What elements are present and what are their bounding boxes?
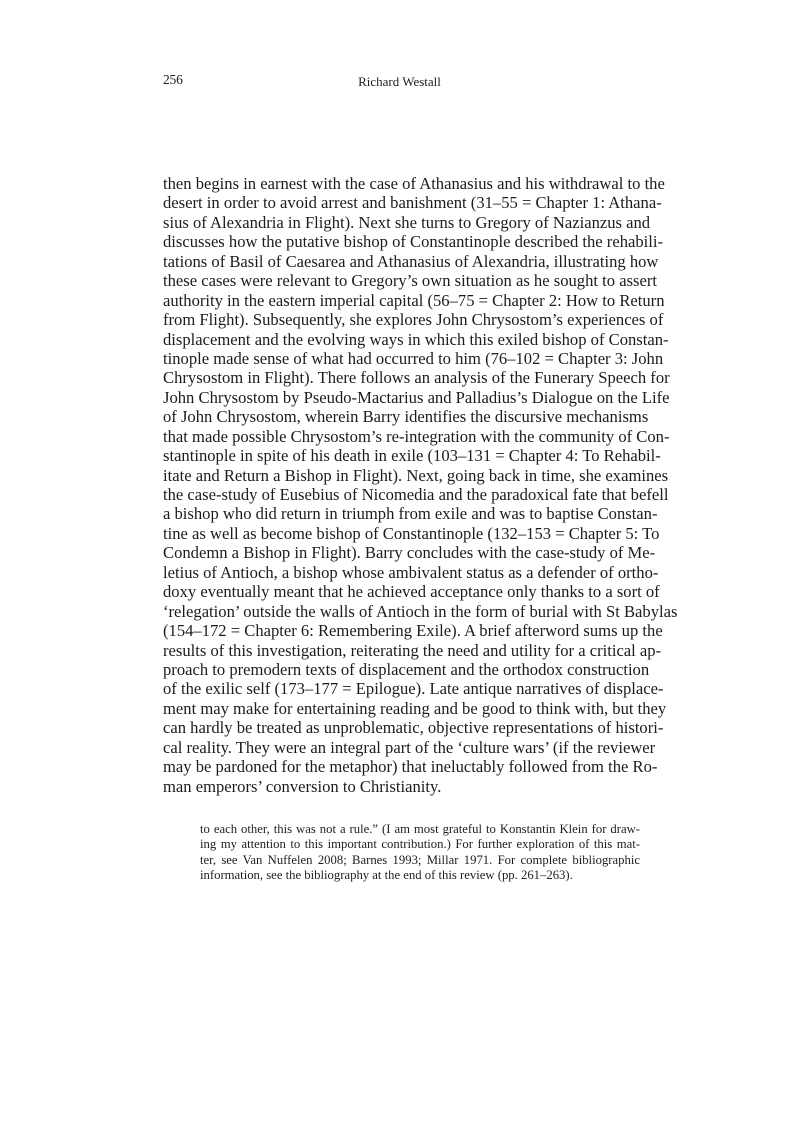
text-line: sius of Alexandria in Flight). Next she turns to Gregory of Nazianzus and [163,212,651,232]
text-line: of the exilic self (173–177 = Epilogue). Late antique narratives of displace- [163,679,664,699]
text-line: itate and Return a Bishop in Flight). Next, going back in time, she examines [163,465,669,485]
text-line: tine as well as become bishop of Constantinople (132–153 = Chapter 5: To [163,523,660,543]
text-line: from Flight). Subsequently, she explores John Chrysostom’s experiences of [163,310,664,330]
text-line: proach to premodern texts of displacement and the orthodox construction [163,659,650,679]
text-line: that made possible Chrysostom’s re-integration with the community of Con- [163,426,670,446]
text-line: discusses how the putative bishop of Constantinople described the rehabili- [163,232,664,252]
text-line: of John Chrysostom, wherein Barry identifies the discursive mechanisms [163,407,649,427]
text-line: ment may make for entertaining reading and be good to think with, but they [163,698,667,718]
text-line: then begins in earnest with the case of Athanasius and his withdrawal to the [163,174,665,193]
footnote-line: to each other, this was not a rule.” (I am most grateful to Konstantin Klein for draw- [200,822,640,836]
page-number: 256 [163,72,183,87]
body-paragraph [163,174,678,796]
running-head-author: Richard Westall [358,74,441,89]
text-line: man emperors’ conversion to Christianity. [163,776,442,796]
text-line: Condemn a Bishop in Flight). Barry concludes with the case-study of Me- [163,543,656,563]
text-line: these cases were relevant to Gregory’s own situation as he sought to assert [163,271,657,291]
text-line: authority in the eastern imperial capital (56–75 = Chapter 2: How to Return [163,290,665,310]
footnote [200,822,640,883]
text-line: tinople made sense of what had occurred to him (76–102 = Chapter 3: John [163,348,664,368]
text-line: results of this investigation, reiterating the need and utility for a critical ap- [163,640,662,660]
text-line: the case-study of Eusebius of Nicomedia and the paradoxical fate that befell [163,485,669,504]
text-line: stantinople in spite of his death in exile (103–131 = Chapter 4: To Rehabil- [163,446,661,466]
footnote-line: ter, see Van Nuffelen 2008; Barnes 1993; Millar 1971. For complete bibliographic [200,852,640,867]
text-line: (154–172 = Chapter 6: Remembering Exile). A brief afterword sums up the [163,621,663,641]
text-line: tations of Basil of Caesarea and Athanasius of Alexandria, illustrating how [163,251,659,271]
text-line: letius of Antioch, a bishop whose ambivalent status as a defender of ortho- [163,562,659,582]
text-line: may be pardoned for the metaphor) that ineluctably followed from the Ro- [163,757,658,777]
text-line: cal reality. They were an integral part of the ‘culture wars’ (if the reviewer [163,737,656,757]
text-line: John Chrysostom by Pseudo-Mactarius and Palladius’s Dialogue on the Life [163,387,670,407]
footnote-line: information, see the bibliography at the end of this review (pp. 261–263). [200,867,573,882]
footnote-line: ing my attention to this important contribution.) For further exploration of this mat- [200,837,640,852]
text-line: ‘relegation’ outside the walls of Antioch in the form of burial with St Babylas [163,601,678,621]
text-line: Chrysostom in Flight). There follows an analysis of the Funerary Speech for [163,368,670,388]
text-line: doxy eventually meant that he achieved acceptance only thanks to a sort of [163,582,660,602]
text-line: desert in order to avoid arrest and banishment (31–55 = Chapter 1: Athana- [163,193,662,213]
text-line: can hardly be treated as unproblematic, objective representations of histori- [163,718,664,738]
text-line: displacement and the evolving ways in which this exiled bishop of Constan- [163,329,669,349]
text-line: a bishop who did return in triumph from exile and was to baptise Constan- [163,504,658,524]
